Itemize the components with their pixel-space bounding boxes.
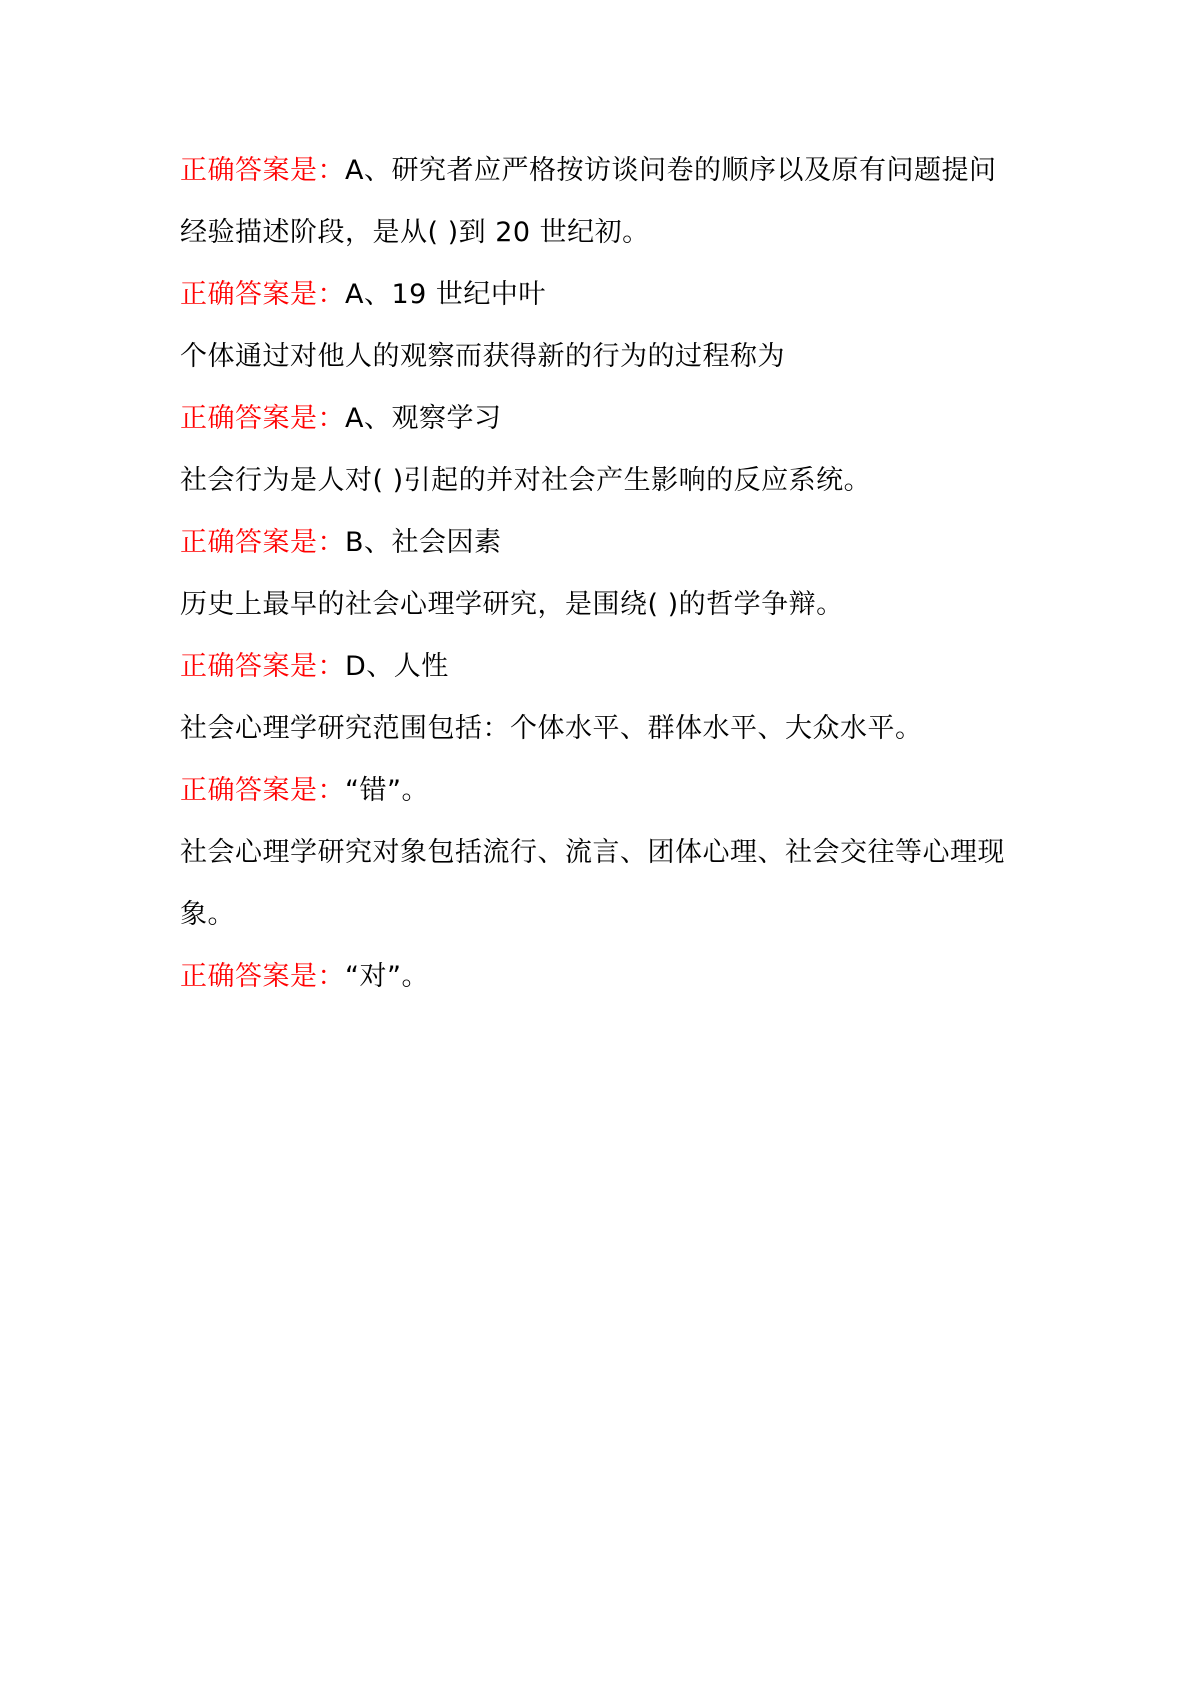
- answer-prefix: 正确答案是：: [180, 775, 345, 806]
- question-line: [180, 698, 1020, 760]
- answer-line: [180, 388, 1020, 450]
- question-line: [180, 202, 1020, 264]
- question-line: [180, 326, 1020, 388]
- question-line: [180, 450, 1020, 512]
- question-line: [180, 822, 1020, 884]
- answer-line: [180, 636, 1020, 698]
- answer-line: [180, 140, 1020, 202]
- answer-text: “错”。: [345, 775, 429, 806]
- question-text: 社会心理学研究对象包括流行、流言、团体心理、社会交往等心理现: [180, 837, 1005, 868]
- answer-line: [180, 264, 1020, 326]
- answer-text: A、观察学习: [345, 403, 502, 434]
- question-line: [180, 574, 1020, 636]
- answer-prefix: 正确答案是：: [180, 651, 345, 682]
- answer-text: A、研究者应严格按访谈问卷的顺序以及原有问题提问: [345, 155, 997, 186]
- answer-line: [180, 760, 1020, 822]
- answer-text: B、社会因素: [345, 527, 502, 558]
- answer-text: D、人性: [345, 651, 449, 682]
- answer-prefix: 正确答案是：: [180, 403, 345, 434]
- answer-line: [180, 946, 1020, 1008]
- answer-prefix: 正确答案是：: [180, 279, 345, 310]
- answer-prefix: 正确答案是：: [180, 961, 345, 992]
- answer-text: “对”。: [345, 961, 429, 992]
- question-text: 象。: [180, 899, 235, 930]
- question-text: 经验描述阶段，是从( )到 20 世纪初。: [180, 217, 650, 248]
- answer-text: A、19 世纪中叶: [345, 279, 546, 310]
- question-text: 历史上最早的社会心理学研究，是围绕( )的哲学争辩。: [180, 589, 844, 620]
- answer-prefix: 正确答案是：: [180, 155, 345, 186]
- document-body: [180, 140, 1020, 1008]
- answer-line: [180, 512, 1020, 574]
- question-line-continued: [180, 884, 1020, 946]
- answer-prefix: 正确答案是：: [180, 527, 345, 558]
- question-text: 社会心理学研究范围包括：个体水平、群体水平、大众水平。: [180, 713, 923, 744]
- question-text: 个体通过对他人的观察而获得新的行为的过程称为: [180, 341, 785, 372]
- question-text: 社会行为是人对( )引起的并对社会产生影响的反应系统。: [180, 465, 872, 496]
